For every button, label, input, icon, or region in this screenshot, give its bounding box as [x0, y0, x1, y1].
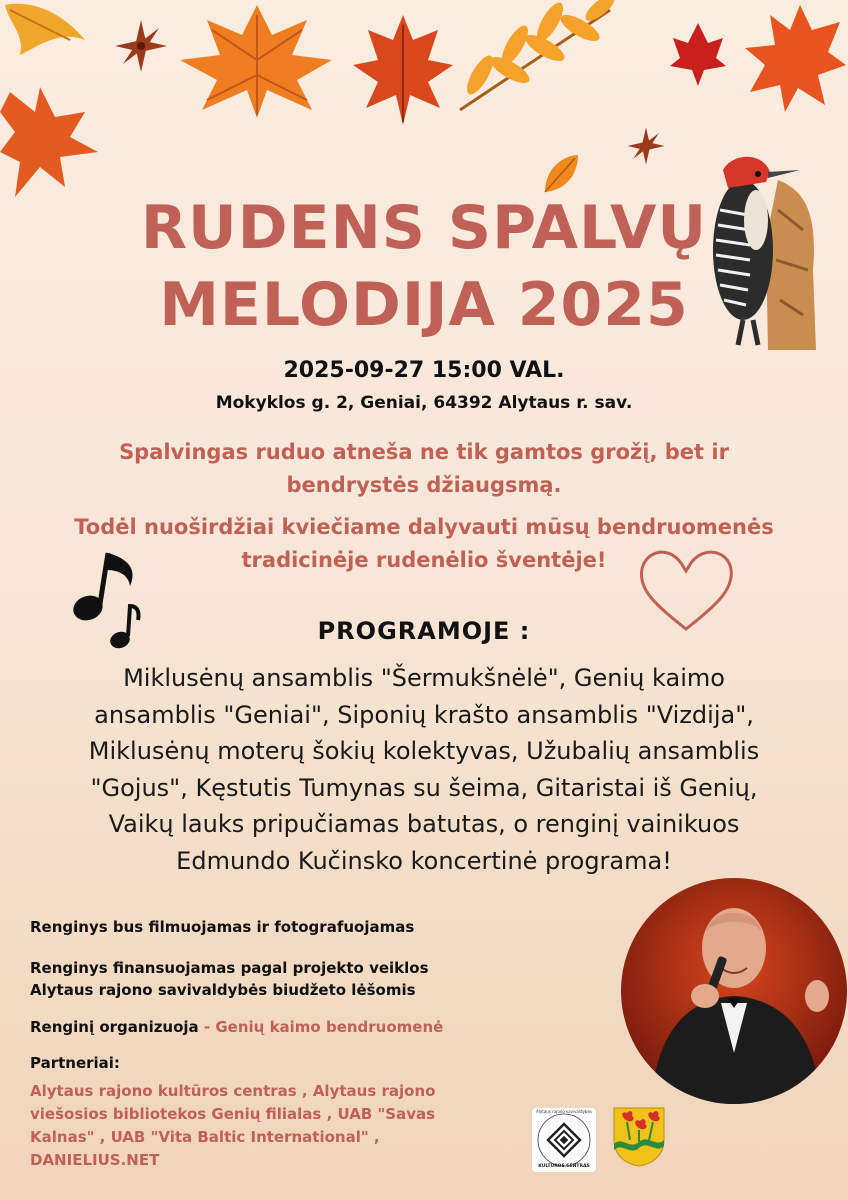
intro-line-4: tradicinėje rudenėlio šventėje!: [241, 548, 607, 572]
rowan-leaf-icon: [440, 0, 630, 115]
funding-note-line-2: Alytaus rajono savivaldybės biudžeto lėšomis: [30, 981, 416, 999]
performer-photo: [621, 878, 847, 1104]
program-line: Edmundo Kučinsko koncertinė programa!: [176, 846, 672, 875]
event-address: Mokyklos g. 2, Geniai, 64392 Alytaus r. sav.: [215, 393, 633, 413]
program-line: ansamblis "Geniai", Siponių krašto ansamblis "Vizdija",: [94, 700, 754, 729]
intro-line-2: bendrystės džiaugsmą.: [286, 473, 562, 497]
intro-line-1: Spalvingas ruduo atneša ne tik gamtos grožį, bet ir: [119, 440, 729, 464]
organizer-note: [30, 1016, 443, 1038]
title-line-2: MELODIJA 2025: [159, 270, 689, 340]
program-heading: PROGRAMOJE :: [317, 617, 531, 645]
title-line-1: RUDENS SPALVŲ: [140, 193, 708, 263]
program-line: Miklusėnų moterų šokių kolektyvas, Užubalių ansamblis: [88, 737, 760, 765]
program-line: "Gojus", Kęstutis Tumynas su šeima, Gitaristai iš Genių,: [90, 773, 758, 802]
culture-center-arc-text: Alytaus rajono savivaldybės: [536, 1109, 592, 1114]
red-leaf-icon: [668, 18, 728, 88]
small-leaf-icon: [540, 152, 582, 197]
maple-leaf-icon: [740, 0, 848, 115]
culture-center-label: KULTŪROS CENTRAS: [538, 1164, 590, 1169]
organizer-label: Renginį organizuoja: [30, 1018, 199, 1036]
intro-line-3: Todėl nuoširdžiai kviečiame dalyvauti mūsų bendruomenės: [74, 515, 774, 539]
funding-note-line-1: Renginys finansuojamas pagal projekto veiklos: [30, 959, 429, 977]
autumn-leaf-icon: [0, 0, 90, 60]
star-anise-icon: [113, 18, 169, 74]
organizer-name: Genių kaimo bendruomenė: [215, 1018, 444, 1036]
coat-of-arms-icon: [612, 1106, 666, 1168]
partners-line: Kalnas" , UAB "Vita Baltic International" ,: [30, 1128, 380, 1146]
partners-label: Partneriai:: [30, 1054, 120, 1072]
filming-note: Renginys bus filmuojamas ir fotografuojamas: [30, 918, 415, 936]
partners-list: [30, 1080, 470, 1172]
maple-leaf-icon: [0, 82, 100, 202]
star-anise-icon: [626, 126, 666, 166]
event-datetime: 2025-09-27 15:00 VAL.: [283, 358, 565, 383]
organizer-separator: -: [198, 1018, 216, 1036]
partners-line: viešosios bibliotekos Genių filialas , UAB "Savas: [30, 1105, 436, 1123]
program-line: Miklusėnų ansamblis "Šermukšnėlė", Genių kaimo: [123, 664, 725, 692]
culture-center-emblem-icon: [532, 1108, 596, 1172]
program-list: [40, 660, 808, 879]
maple-leaf-icon: [172, 0, 337, 120]
program-line: Vaikų lauks pripučiamas batutas, o renginį vainikuos: [108, 810, 740, 838]
culture-center-logo: [532, 1108, 596, 1172]
partners-line: Alytaus rajono kultūros centras , Alytaus rajono: [30, 1082, 436, 1100]
partners-line: DANIELIUS.NET: [30, 1151, 160, 1169]
